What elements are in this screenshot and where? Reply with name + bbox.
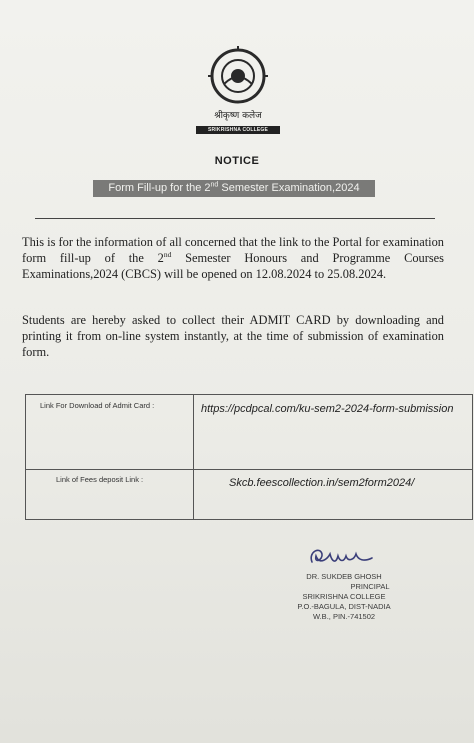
principal-signature [306, 544, 378, 570]
notice-subject [93, 180, 375, 197]
principal-name: DR. SUKDEB GHOSH [306, 572, 382, 581]
notice-title: NOTICE [214, 155, 260, 167]
fees-deposit-link[interactable]: Skcb.feescollection.in/sem2form2024/ [229, 477, 415, 489]
college-label: SRIKRISHNA COLLEGE [196, 126, 280, 134]
table-column-divider [193, 395, 194, 519]
p1-part1: This is for the information of all concerned that the link to the Portal for examination form fill-up of the 2 [22, 235, 444, 265]
college-emblem-icon [206, 46, 270, 126]
fees-deposit-label: Link of Fees deposit Link : [56, 475, 144, 484]
principal-college: SRIKRISHNA COLLEGE [302, 592, 386, 601]
table-row-divider [26, 469, 472, 470]
subject-suffix: Semester Examination,2024 [218, 182, 360, 194]
admit-card-link[interactable]: https://pcdpcal.com/ku-sem2-2024-form-submission [201, 403, 454, 415]
admit-card-label: Link For Download of Admit Card : [40, 401, 155, 410]
principal-designation: PRINCIPAL [350, 582, 390, 591]
divider [35, 218, 435, 219]
subject-sup: nd [210, 181, 219, 189]
svg-text:श्रीकृष्ण कलेज: श्रीकृष्ण कलेज [214, 111, 262, 121]
principal-address-line2: W.B., PIN.-741502 [312, 612, 376, 621]
links-table [25, 394, 473, 520]
paragraph-information [22, 234, 444, 282]
subject-prefix: Form Fill-up for the 2 [108, 182, 211, 194]
principal-address-line1: P.O.-BAGULA, DIST-NADIA [297, 602, 391, 611]
paragraph-admit-card: Students are hereby asked to collect their ADMIT CARD by downloading and printing it from on-line system instantly, at the time of submission of examination form. [22, 313, 444, 359]
p1-sup: nd [163, 249, 172, 259]
p1-part2: Semester Honours and Programme Courses Examinations,2024 (CBCS) will be opened on 12.08.2024 to 25.08.2024. [22, 251, 444, 281]
